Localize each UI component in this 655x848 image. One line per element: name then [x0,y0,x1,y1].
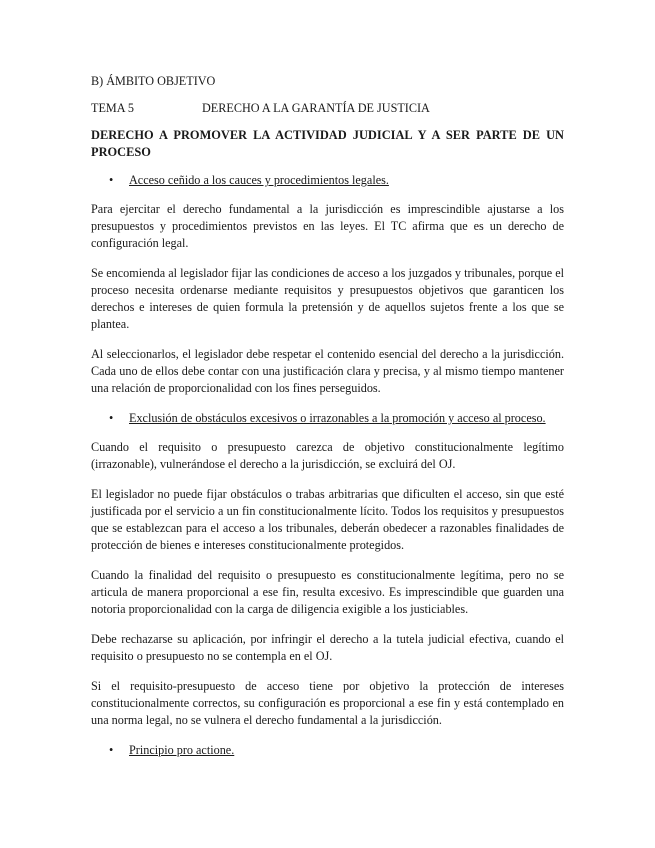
bullet-item [91,172,564,189]
topic-number: TEMA 5 [91,101,134,115]
bullet-item [91,742,564,759]
paragraph: Cuando el requisito o presupuesto carezca de objetivo constitucionalmente legítimo (irrazonable), vulnerándose el derecho a la jurisdicción, se excluirá del OJ. [91,440,564,471]
paragraph: Debe rechazarse su aplicación, por infringir el derecho a la tutela judicial efectiva, cuando el requisito o presupuesto no se contempla en el OJ. [91,632,564,663]
bullet-icon: • [109,411,114,425]
topic-line [91,100,564,117]
bullet-icon: • [109,743,114,757]
bullet-icon: • [109,173,114,187]
paragraph: Cuando la finalidad del requisito o presupuesto es constitucionalmente legítima, pero no se articula de manera proporcional a ese fin, resulta excesivo. Es imprescindible que guarden una notoria proporcionalidad con la carga de diligencia exigible a los justiciables. [91,568,564,616]
section-title: B) ÁMBITO OBJETIVO [91,74,216,88]
paragraph: El legislador no puede fijar obstáculos o trabas arbitrarias que dificulten el acceso, sin que esté justificada por el servicio a un fin constitucionalmente lícito. Todos los requisitos y presupuestos que se establezcan para el acceso a los tribunales, deberán obedecer a razonables finalidades de protección de bienes e intereses constitucionalmente protegidos. [91,487,564,552]
paragraph: Al seleccionarlos, el legislador debe respetar el contenido esencial del derecho a la jurisdicción. Cada uno de ellos debe contar con una justificación clara y precisa, y al mismo tiempo mantener una relación de proporcionalidad con los fines perseguidos. [91,347,564,395]
paragraph: Si el requisito-presupuesto de acceso tiene por objetivo la protección de intereses constitucionalmente correctos, su configuración es proporcional a ese fin y está contemplado en una norma legal, no se vulnera el derecho fundamental a la jurisdicción. [91,679,564,727]
bullet-item [91,410,564,427]
bullet-text: Principio pro actione. [129,743,235,757]
bullet-text: Acceso ceñido a los cauces y procedimientos legales. [129,173,389,187]
topic-title: DERECHO A LA GARANTÍA DE JUSTICIA [202,101,430,115]
paragraph: Para ejercitar el derecho fundamental a la jurisdicción es imprescindible ajustarse a los presupuestos y procedimientos previstos en las leyes. El TC afirma que es un derecho de configuración legal. [91,202,564,250]
bullet-text: Exclusión de obstáculos excesivos o irrazonables a la promoción y acceso al proceso. [129,411,546,425]
paragraph: Se encomienda al legislador fijar las condiciones de acceso a los juzgados y tribunales, porque el proceso necesita ordenarse mediante requisitos y presupuestos objetivos que garanticen los derechos e intereses de quien formula la pretensión y de aquellos sujetos frente a los que se plantea. [91,266,564,331]
document-page [91,73,564,771]
main-heading: DERECHO A PROMOVER LA ACTIVIDAD JUDICIAL Y A SER PARTE DE UN PROCESO [91,128,564,159]
